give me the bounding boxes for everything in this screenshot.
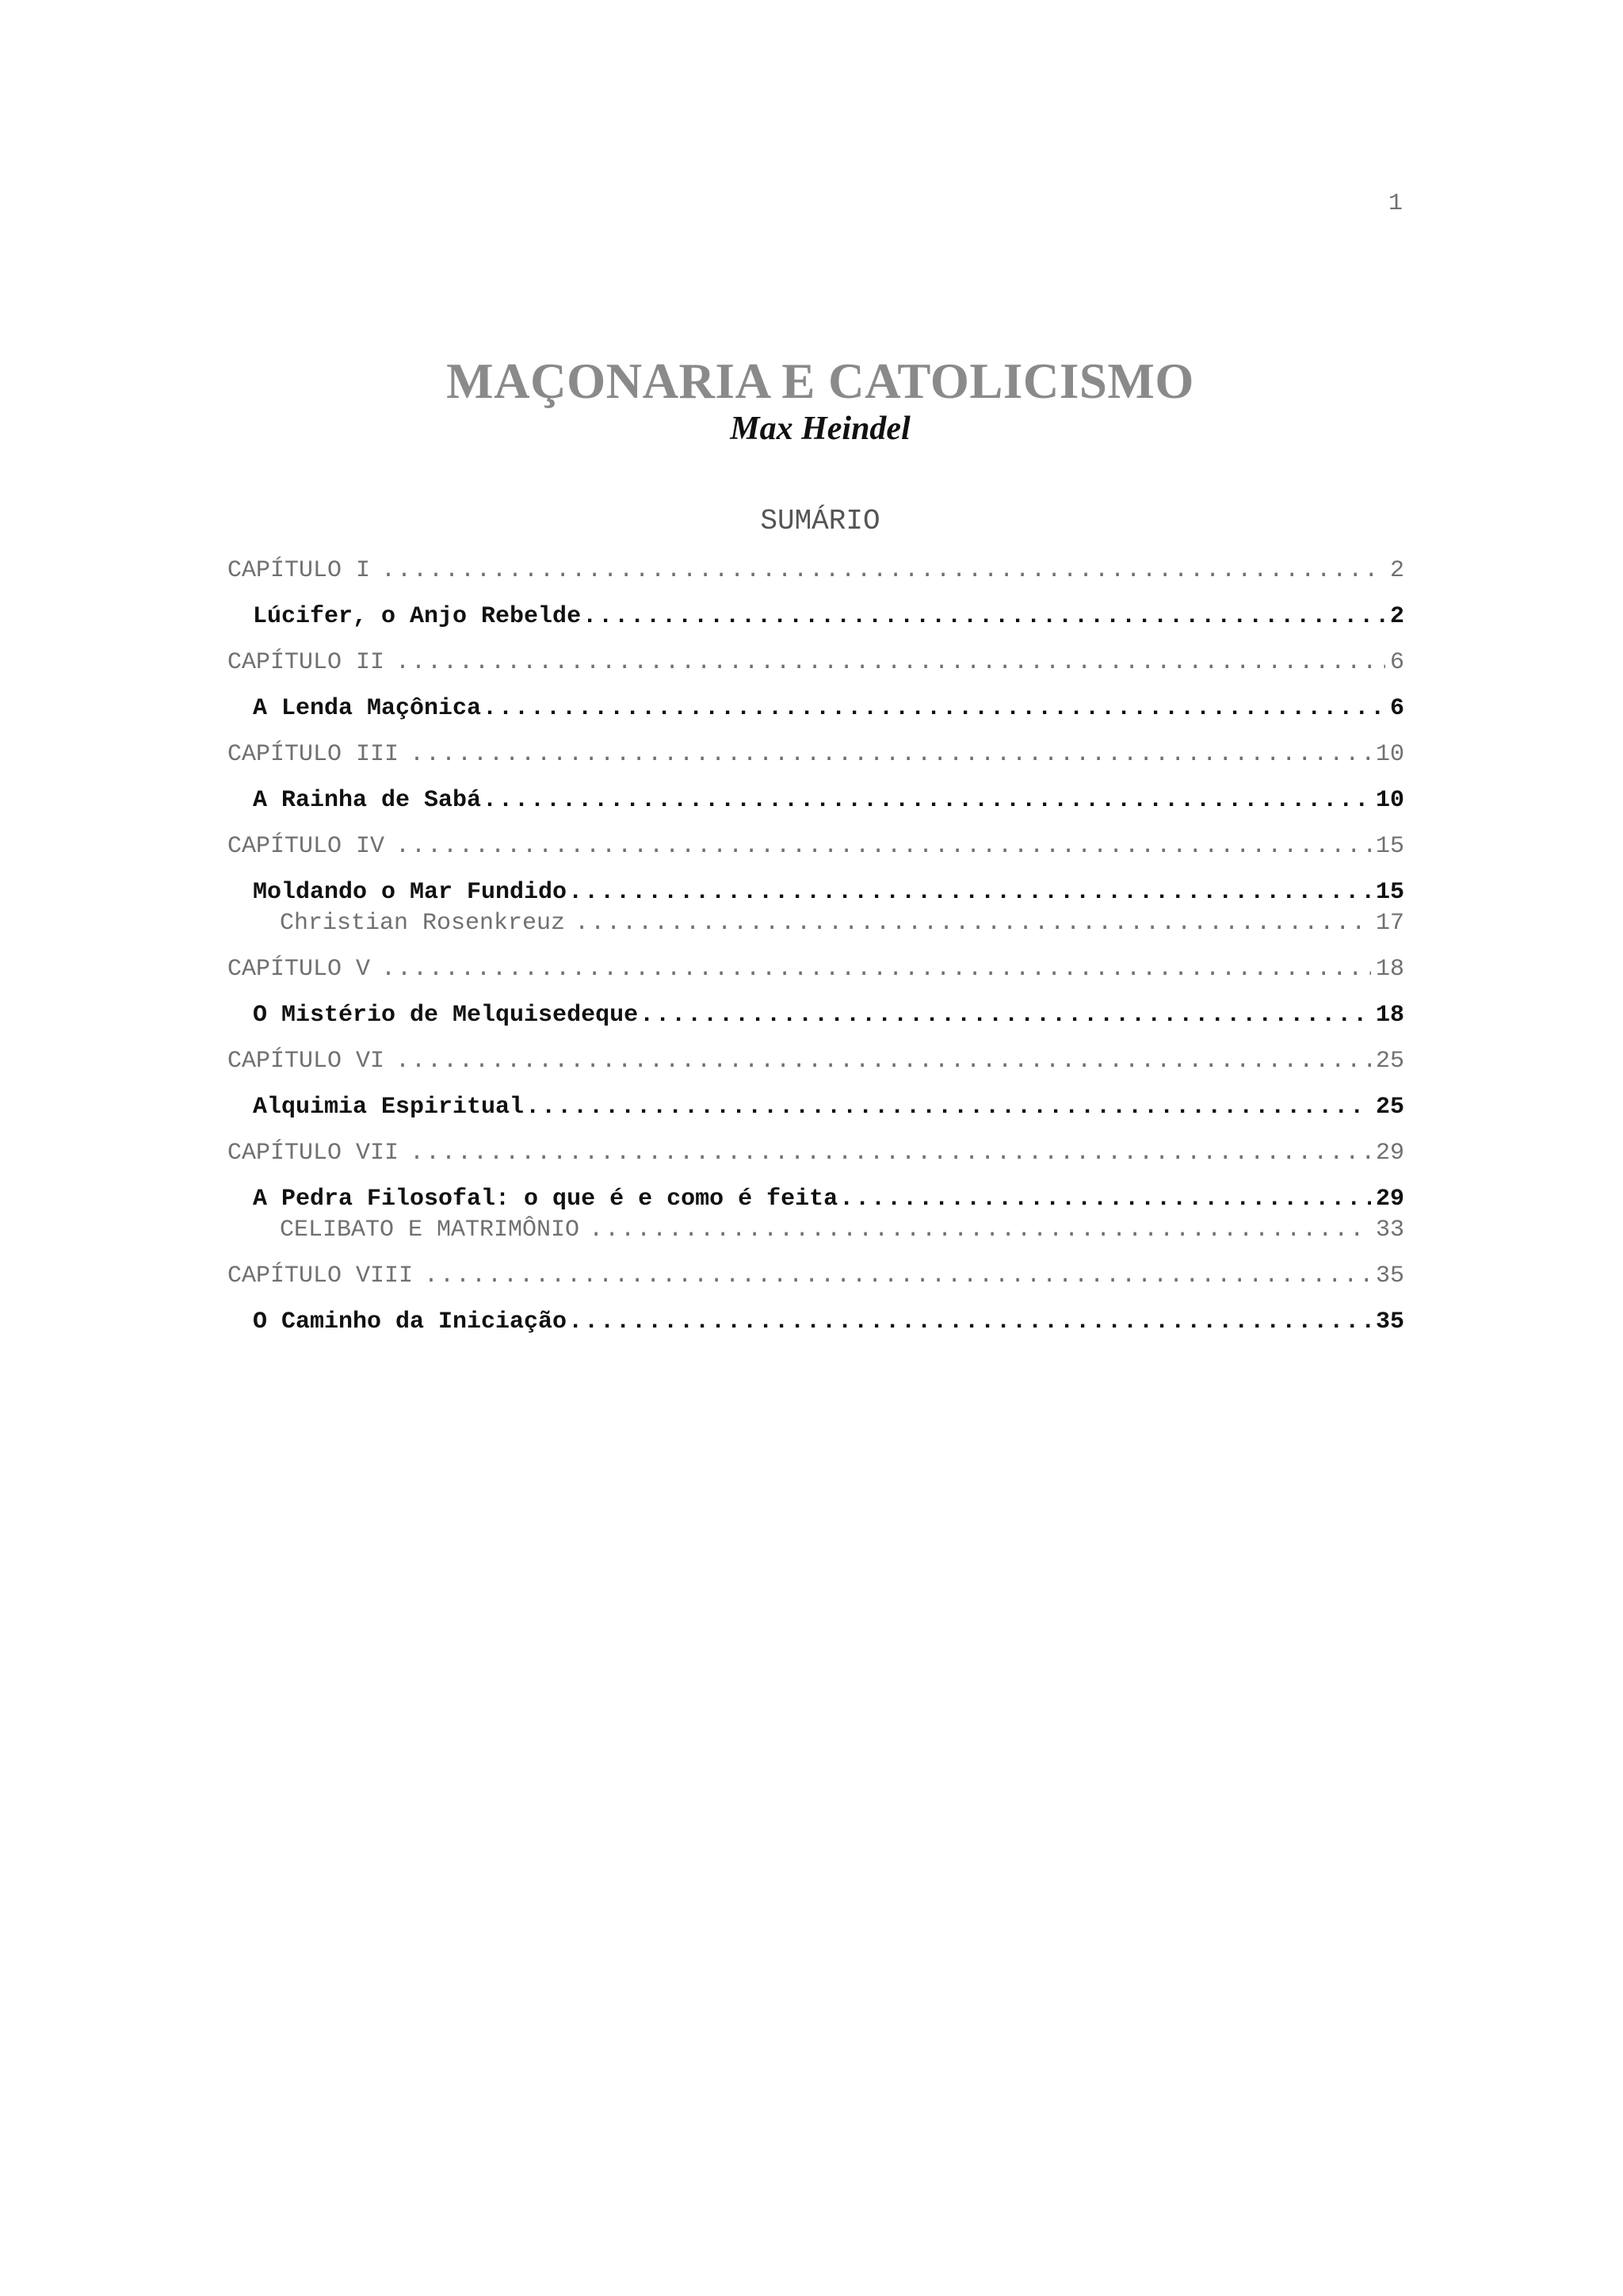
toc-entry-label: CAPÍTULO IV [227,833,385,860]
toc-entry-subsection[interactable] [227,910,1404,942]
toc-entry-section[interactable] [227,787,1404,819]
toc-entry-label: CAPÍTULO III [227,741,399,768]
dot-leader [381,956,1371,983]
toc-entry-page: 2 [1389,557,1404,584]
dot-leader [589,1217,1371,1244]
toc-entry-chapter[interactable] [227,557,1404,589]
toc-entry-page: 15 [1375,879,1404,906]
toc-entry-label: A Lenda Maçônica [253,695,482,722]
toc-entry-label: CAPÍTULO V [227,956,371,983]
toc-entry-label: CELIBATO E MATRIMÔNIO [280,1217,580,1244]
toc-entry-page: 10 [1375,741,1404,768]
dot-leader [395,1048,1371,1075]
toc-entry-page: 15 [1375,833,1404,860]
dot-leader [568,1308,1371,1335]
toc-entry-label: A Pedra Filosofal: o que é e como é feita [253,1186,838,1213]
toc-entry-section[interactable] [227,879,1404,911]
dot-leader [575,910,1371,937]
toc-entry-page: 25 [1375,1094,1404,1121]
toc-entry-chapter[interactable] [227,833,1404,865]
toc-entry-page: 17 [1375,910,1404,937]
toc-entry-label: CAPÍTULO VI [227,1048,385,1075]
toc-entry-label: Moldando o Mar Fundido [253,879,567,906]
document-author: Max Heindel [730,411,911,447]
toc-entry-page: 35 [1375,1263,1404,1289]
toc-entry-label: O Caminho da Iniciação [253,1308,567,1335]
toc-entry-subsection[interactable] [227,1217,1404,1248]
toc-entry-section[interactable] [227,603,1404,635]
toc-entry-page: 2 [1389,603,1404,630]
dot-leader [582,603,1385,630]
toc-entry-label: O Mistério de Melquisedeque [253,1002,639,1029]
dot-leader [568,879,1371,906]
toc-entry-section[interactable] [227,1002,1404,1033]
toc-entry-chapter[interactable] [227,956,1404,988]
toc-entry-label: CAPÍTULO II [227,649,385,676]
toc-entry-label: Christian Rosenkreuz [280,910,566,937]
toc-entry-label: CAPÍTULO VIII [227,1263,414,1289]
toc-entry-page: 25 [1375,1048,1404,1075]
toc-entry-section[interactable] [227,1094,1404,1125]
toc-entry-section[interactable] [227,1308,1404,1340]
page-number: 1 [1388,190,1403,217]
dot-leader [483,787,1371,814]
toc-entry-page: 6 [1389,695,1404,722]
toc-entry-page: 29 [1375,1140,1404,1167]
toc-entry-page: 18 [1375,1002,1404,1029]
dot-leader [410,741,1371,768]
toc-entry-label: CAPÍTULO I [227,557,371,584]
dot-leader [395,833,1371,860]
toc-entry-chapter[interactable] [227,1048,1404,1079]
dot-leader [424,1263,1371,1289]
toc-entry-section[interactable] [227,695,1404,727]
dot-leader [395,649,1385,676]
dot-leader [839,1186,1371,1213]
toc-entry-label: CAPÍTULO VII [227,1140,399,1167]
toc-entry-page: 33 [1375,1217,1404,1244]
dot-leader [483,695,1385,722]
toc-entry-page: 18 [1375,956,1404,983]
document-title: MAÇONARIA E CATOLICISMO [446,353,1194,409]
toc-entry-chapter[interactable] [227,741,1404,773]
toc-entry-chapter[interactable] [227,1263,1404,1294]
toc-entry-page: 6 [1389,649,1404,676]
dot-leader [410,1140,1371,1167]
toc-entry-label: Alquimia Espiritual [253,1094,525,1121]
toc-entry-chapter[interactable] [227,1140,1404,1171]
dot-leader [381,557,1385,584]
toc-entry-page: 29 [1375,1186,1404,1213]
dot-leader [640,1002,1371,1029]
toc-entry-label: A Rainha de Sabá [253,787,482,814]
toc-entry-page: 10 [1375,787,1404,814]
toc-entry-page: 35 [1375,1308,1404,1335]
toc-entry-label: Lúcifer, o Anjo Rebelde [253,603,582,630]
toc-entry-section[interactable] [227,1186,1404,1217]
toc-heading: SUMÁRIO [760,505,880,537]
toc-entry-chapter[interactable] [227,649,1404,681]
dot-leader [525,1094,1371,1121]
